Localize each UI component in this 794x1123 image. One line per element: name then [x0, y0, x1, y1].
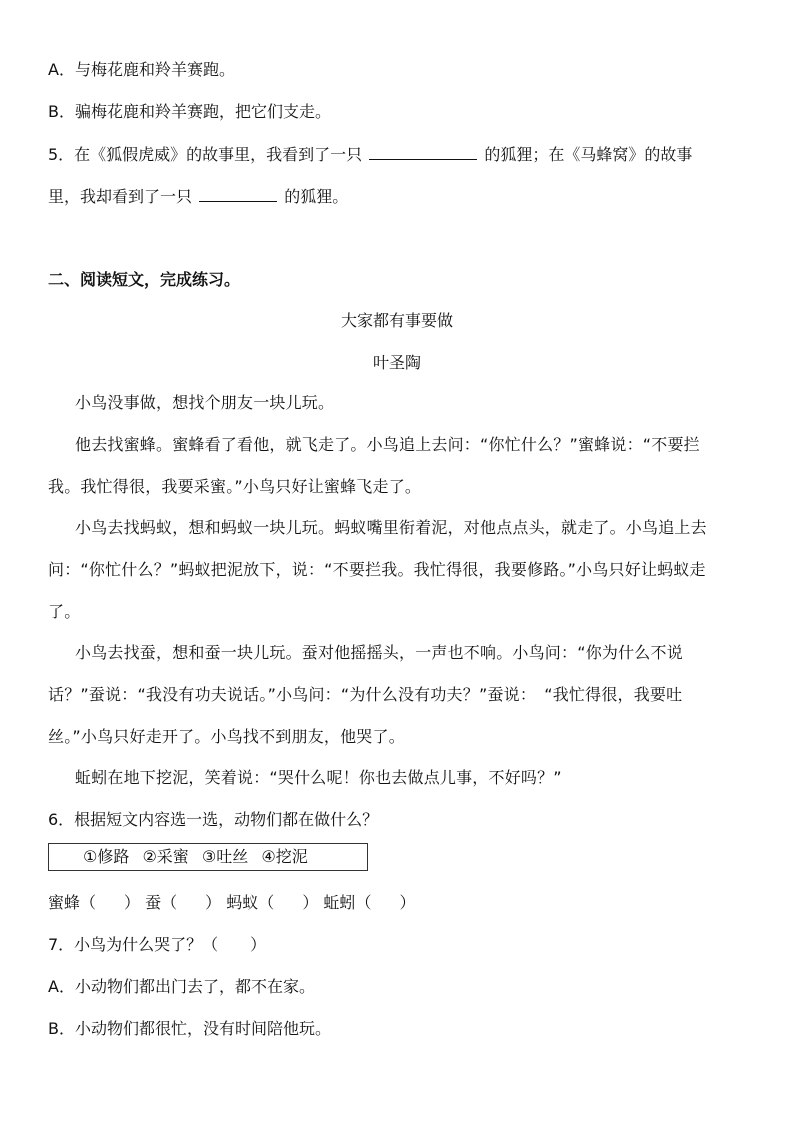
passage-paragraph-4: 小鸟去找蚕，想和蚕一块儿玩。蚕对他摇摇头，一声也不响。小鸟问：“你为什么不说话？”蚕说：“我没有功夫说话。”小鸟问：“为什么没有功夫？”蚕说： “我忙得很，我要吐丝。”小鸟只好走开了。小鸟找不到朋友，他哭了。 — [48, 643, 683, 746]
q6-option-2: ②采蜜 — [142, 847, 189, 866]
q6-answer-bee-label: 蜜蜂 — [48, 893, 81, 912]
q5-line-1 — [48, 143, 692, 166]
q5-text-part2: 的狐狸；在《马蜂窝》的故事 — [484, 145, 693, 164]
q6-option-3: ③吐丝 — [201, 847, 249, 866]
passage-author: 叶圣陶 — [372, 353, 421, 372]
q4-option-b: B．骗梅花鹿和羚羊赛跑，把它们支走。 — [48, 102, 331, 121]
passage-paragraph-5: 蚯蚓在地下挖泥，笑着说：“哭什么呢！你也去做点儿事，不好吗？” — [75, 768, 562, 787]
q5-text-part4: 的狐狸。 — [284, 187, 349, 206]
q5-text-part3: 里，我却看到了一只 — [48, 187, 193, 206]
q4-option-a: A．与梅花鹿和羚羊赛跑。 — [48, 60, 235, 79]
q6-option-4: ④挖泥 — [261, 847, 308, 866]
q5-text-part1: 5．在《狐假虎威》的故事里，我看到了一只 — [48, 145, 363, 164]
q6-option-1: ①修路 — [83, 847, 130, 866]
q5-line-2 — [48, 185, 348, 208]
q6-options-box — [48, 843, 368, 871]
q7-option-a: A．小动物们都出门去了，都不在家。 — [48, 977, 315, 996]
section-heading: 二、阅读短文，完成练习。 — [48, 270, 241, 289]
q6-answer-ant-label: 蚂蚁 — [226, 893, 259, 912]
passage-paragraph-2: 他去找蜜蜂。蜜蜂看了看他，就飞走了。小鸟追上去问：“你忙什么？”蜜蜂说：“不要拦我。我忙得很，我要采蜜。”小鸟只好让蜜蜂飞走了。 — [48, 435, 700, 496]
q7-option-b: B．小动物们都很忙，没有时间陪他玩。 — [48, 1019, 331, 1038]
passage-title: 大家都有事要做 — [340, 311, 453, 330]
q6-question: 6．根据短文内容选一选，动物们都在做什么？ — [48, 810, 379, 829]
q7-question: 7．小鸟为什么哭了？（ ） — [48, 935, 267, 954]
passage-paragraph-3: 小鸟去找蚂蚁，想和蚂蚁一块儿玩。蚂蚁嘴里衔着泥，对他点点头，就走了。小鸟追上去问：“你忙什么？”蚂蚁把泥放下，说：“不要拦我。我忙得很，我要修路。”小鸟只好让蚂蚁走了。 — [48, 518, 707, 621]
q6-answer-silkworm-label: 蚕 — [145, 893, 162, 912]
passage-paragraph-1: 小鸟没事做，想找个朋友一块儿玩。 — [75, 393, 335, 412]
q6-answer-earthworm-label: 蚯蚓 — [323, 893, 356, 912]
q5-blank-2[interactable] — [199, 185, 277, 202]
q5-blank-1[interactable] — [369, 143, 477, 160]
q6-answer-row: 蜜蜂（ ） 蚕（ ） 蚂蚁（ ） 蚯蚓（ ） — [48, 893, 416, 912]
